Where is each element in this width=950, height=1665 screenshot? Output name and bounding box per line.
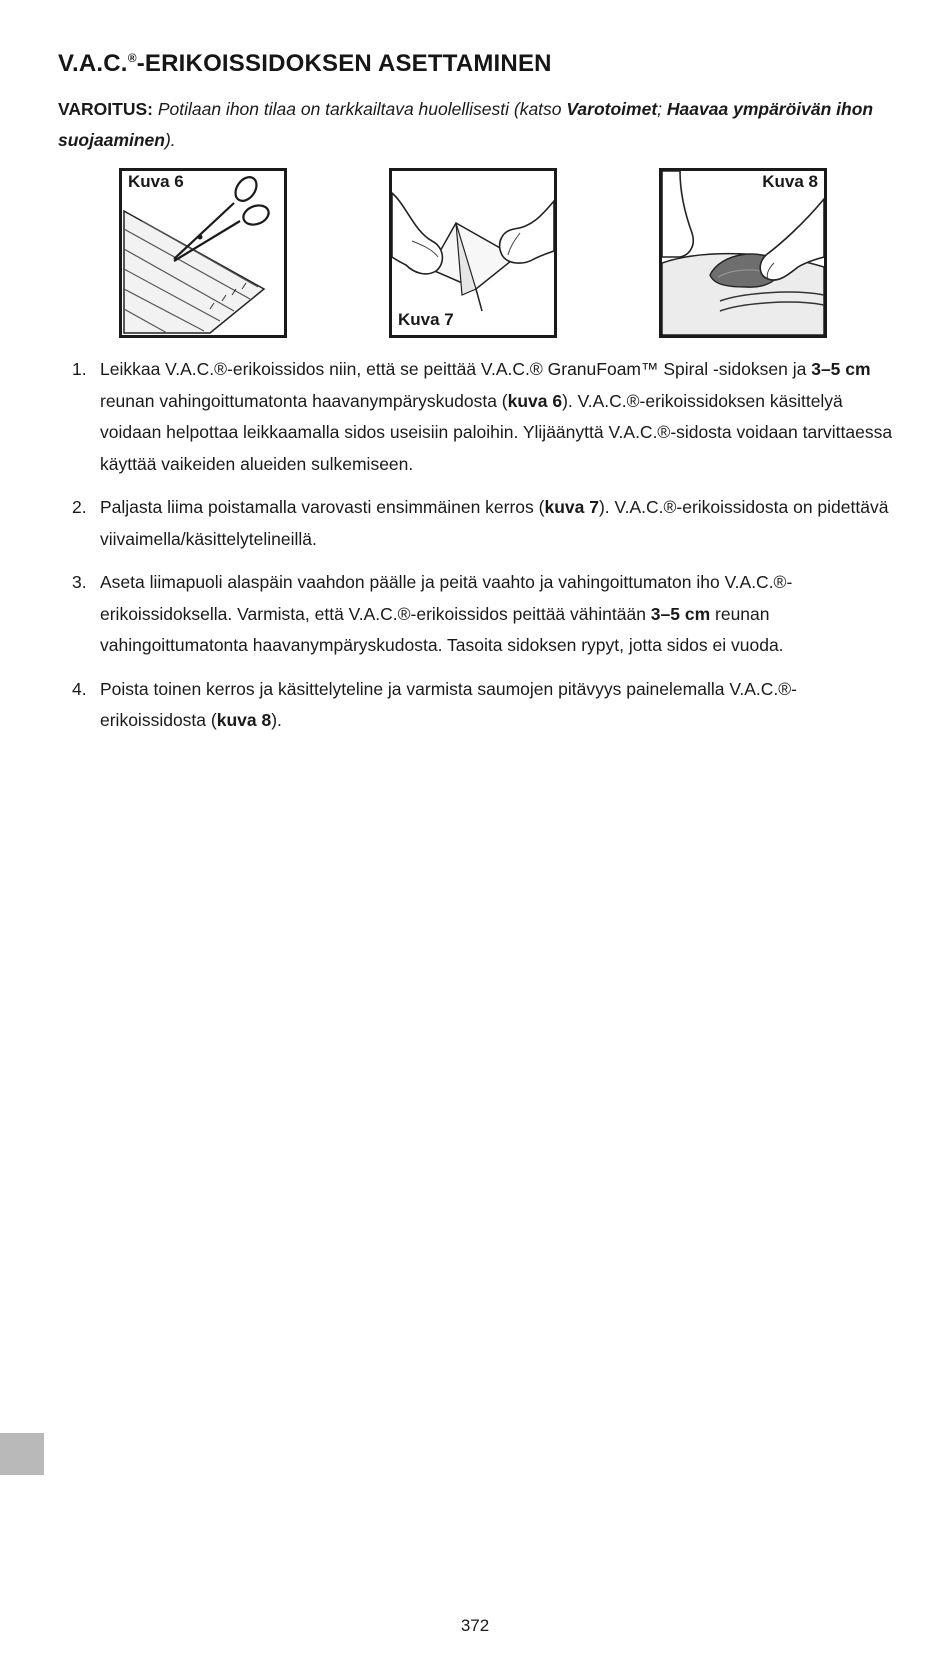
figure-7 [389, 168, 557, 338]
instruction-steps [58, 354, 900, 749]
step-3 [58, 567, 900, 662]
figure-reference: kuva 7 [544, 497, 599, 517]
step-emphasis: 3–5 cm [811, 359, 871, 379]
step-text: Leikkaa V.A.C.®-erikoissidos niin, että se peittää V.A.C.® GranuFoam™ Spiral -sidoksen ja [100, 359, 812, 379]
title-post: -ERIKOISSIDOKSEN ASETTAMINEN [136, 50, 552, 77]
warning-paragraph [58, 94, 898, 156]
figure-8-label: Kuva 8 [762, 172, 818, 191]
figure-reference: kuva 6 [507, 390, 563, 411]
page-number: 372 [460, 1616, 490, 1635]
step-number: 1. [72, 359, 87, 379]
warning-ref-precautions: Varotoimet [566, 99, 658, 119]
step-text: Aseta liimapuoli alaspäin vaahdon päälle ja peitä vaahto ja vahingoittumaton iho V.A.C.®-erikoissidoksella. Varmista, että V.A.C.®-erikoissidos peittää vähintään [100, 572, 793, 624]
step-4 [58, 674, 900, 737]
warning-ref-skin-protection: Haavaa ympäröivän ihon suojaaminen [58, 99, 874, 150]
hands-pressing-seams-icon [662, 171, 824, 335]
step-2 [58, 492, 900, 555]
scissors-cutting-dressing-icon [122, 171, 284, 335]
warning-label: VAROITUS: [58, 99, 153, 119]
step-text: reunan vahingoittumatonta haavanympäryskudosta ( [100, 390, 508, 411]
step-number: 2. [72, 497, 87, 517]
step-number: 3. [72, 572, 87, 592]
page-title [58, 50, 552, 78]
figure-reference: kuva 8 [216, 710, 272, 730]
figure-8 [659, 168, 827, 338]
title-pre: V.A.C. [58, 50, 128, 77]
warning-text: Potilaan ihon tilaa on tarkkailtava huolellisesti (katso [157, 99, 562, 119]
step-text: ). V.A.C.®-erikoissidosta on pidettävä viivaimella/käsittelytelineillä. [100, 497, 889, 549]
step-1 [58, 354, 900, 480]
step-text: ). V.A.C.®-erikoissidoksen käsittelyä voidaan helpottaa leikkaamalla sidos useisiin paloihin. Ylijäänyttä V.A.C.®-sidosta voidaan tarvittaessa käyttää vaikeiden alueiden sulkemiseen. [100, 390, 893, 474]
registered-mark: ® [127, 51, 137, 65]
figure-7-label: Kuva 7 [398, 310, 454, 329]
figure-6-label: Kuva 6 [128, 172, 184, 191]
step-text: Poista toinen kerros ja käsittelyteline ja varmista saumojen pitävyys painelemalla V.A.C.®-erikoissidosta ( [100, 678, 798, 730]
step-text: Paljasta liima poistamalla varovasti ensimmäinen kerros ( [100, 497, 545, 517]
warning-close: ). [164, 130, 176, 150]
step-number: 4. [72, 678, 87, 699]
step-text: reunan vahingoittumatonta haavanympäryskudosta. Tasoita sidoksen rypyt, jotta sidos ei vuoda. [100, 603, 784, 655]
step-emphasis: 3–5 cm [650, 603, 711, 624]
figure-6 [119, 168, 287, 338]
side-thumb-tab [0, 1433, 44, 1475]
step-text: ). [271, 710, 282, 730]
warning-separator: ; [657, 99, 663, 119]
